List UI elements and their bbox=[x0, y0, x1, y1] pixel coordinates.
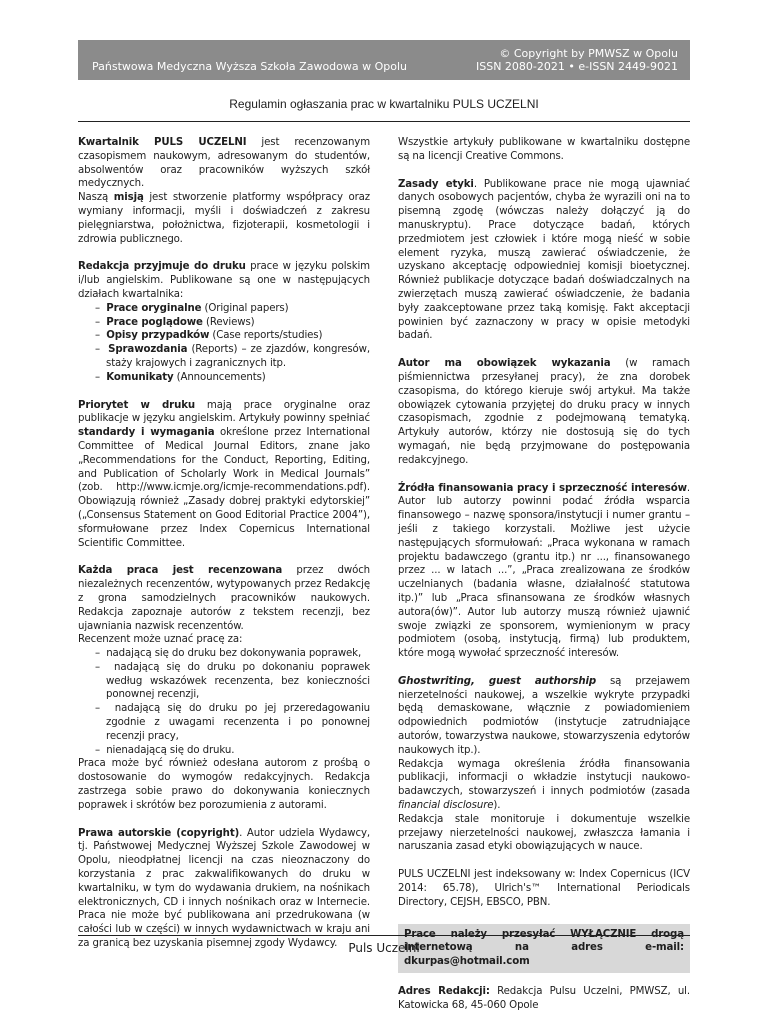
intro-text: jest recenzowanym czasopismem naukowym, adresowanym do studentów, absolwentów oraz pracowników wyższych szkół medycznych. bbox=[78, 137, 371, 190]
review-item: – nienadającą się do druku. bbox=[95, 744, 235, 756]
footer-rule bbox=[78, 935, 690, 936]
submit-box: internetową na adres e-mail: dkurpas@hotmail.com bbox=[398, 924, 690, 973]
section-item: – Opisy przypadków (Case reports/studies) bbox=[95, 330, 323, 342]
right-column bbox=[398, 136, 690, 1027]
accept-paragraph bbox=[78, 260, 370, 384]
left-column bbox=[78, 136, 370, 965]
address-paragraph: Adres Redakcji: Redakcja Pulsu Uczelni, PMWSZ, ul. Katowicka 68, 45-060 Opole bbox=[398, 986, 690, 1011]
header-institution: Państwowa Medyczna Wyższa Szkoła Zawodowa w Opolu bbox=[92, 60, 408, 73]
intro-bold: Kwartalnik PULS UCZELNI bbox=[78, 137, 247, 148]
header-copyright: © Copyright by PMWSZ w Opolu bbox=[499, 47, 678, 60]
mission-text: jest stworzenie platformy współpracy oraz wymiany informacji, myśli i doświadczeń z zakresu pielęgniarstwa, położnictwa, fizjoterapii, kosmetologii i zdrowia publicznego. bbox=[78, 192, 370, 245]
priority-paragraph: Priorytet w druku mają prace oryginalne oraz publikacje w języku angielskim. Artykuły powinny spełniać standardy i wymagania określone przez International Committee of Medical Journal Editors, znane jako „Recommendations for the Conduct, Reporting, Editing, and Publication of Scholarly Work in Medical Journals” (zob. http://www.icmje.org/icmje-recommendations.pdf). Obowiązują również „Zasady dobrej praktyki edytorskiej” („Consensus Statement on Good Editorial Practice 2004”), sformułowane przez Index Copernicus International Scientific Committee. bbox=[78, 399, 371, 549]
section-item: – Sprawozdania (Reports) – ze zjazdów, kongresów, staży krajowych i zagranicznych itp. bbox=[95, 344, 370, 369]
review-item: – nadającą się do druku po jej przeredagowaniu zgodnie z uwagami recenzenta i po ponownej recenzji pracy, bbox=[95, 703, 370, 742]
header-bar bbox=[78, 40, 690, 80]
page-title: Regulamin ogłaszania prac w kwartalniku PULS UCZELNI bbox=[229, 97, 539, 111]
footer-title: Puls Uczelni bbox=[348, 941, 420, 955]
review-paragraph: Każda praca jest recenzowana przez dwóch niezależnych recenzentów, wytypowanych przez Redakcję z grona samodzielnych pracowników naukowych. Redakcja zapoznaje autorów z tekstem recenzji, bez ujawniania nazwisk recenzentów. Recenzent może uznać pracę za: – nadającą się do druku bez dokonywania poprawek, – nadającą się do druku po dokonaniu poprawek według wskazówek recenzenta, bez konieczności ponownej recenzji, – nadającą się do druku po jej przeredagowaniu zgodnie z uwagami recenzenta i po ponownej recenzji pracy, – nienadającą się do druku. Praca może być również odesłana autorom z prośbą o dostosowanie do wymogów redakcyjnych. Redakcja zastrzega sobie prawo do dokonywania koniecznych poprawek i skrótów bez porozumienia z autorami. bbox=[78, 565, 371, 811]
accept-text: prace w języku polskim i/lub angielskim. Publikowane są one w następujących działach kwartalnika: bbox=[78, 261, 370, 300]
license-paragraph: Wszystkie artykuły publikowane w kwartalniku dostępne są na licencji Creative Commons. bbox=[398, 137, 690, 162]
copyright-paragraph: Prawa autorskie (copyright). Autor udziela Wydawcy, tj. Państwowej Medycznej Wyższej Szkole Zawodowej w Opolu, nieodpłatnej licencji na czas nieoznaczony do korzystania z prac zakwalifikowanych do druku w kwartalniku, w tym do wydawania drukiem, na nośnikach elektronicznych, CD i innych nośnikach oraz w Internecie. Praca nie może być publikowana ani przedrukowana (w całości lub w części) w innych wydawnictwach w kraju ani za granicą bez uzyskania pisemnej zgody Wydawcy. bbox=[78, 827, 370, 950]
section-item: – Prace poglądowe (Reviews) bbox=[95, 316, 255, 328]
review-item: – nadającą się do druku po dokonaniu poprawek według wskazówek recenzenta, bez konieczności ponownej recenzji, bbox=[95, 661, 370, 701]
intro-paragraph bbox=[78, 136, 370, 246]
section-item: – Prace oryginalne (Original papers) bbox=[95, 302, 289, 314]
index-paragraph: PULS UCZELNI jest indeksowany w: Index Copernicus (ICV 2014: 65.78), Ulrich's™ International Periodicals Directory, CEJSH, EBSCO, PBN. bbox=[398, 869, 690, 908]
duty-paragraph: Autor ma obowiązek wykazania (w ramach piśmiennictwa przesyłanej pracy), że zna dorobek czasopisma, do którego kieruje swój artykuł. Ma także obowiązek cytowania przyjętej do druku pracy w innych czasopismach, zgodnie z podejmowaną tematyką. Artykuły autorów, którzy nie dostosują się do tych wymagań, nie będą przyjmowane do postępowania redakcyjnego. bbox=[398, 358, 690, 466]
mission-pre: Naszą bbox=[78, 192, 114, 204]
header-issn-block bbox=[476, 47, 678, 73]
section-item: – Komunikaty (Announcements) bbox=[95, 371, 266, 383]
ethics-paragraph: Zasady etyki. Publikowane prace nie mogą ujawniać danych osobowych pacjentów, chyba że wyrazili oni na to pisemną zgodę (wówczas należy dołączyć ją do manuskryptu). Prace dotyczące badań, których przedmiotem jest człowiek i które mogą nieść w sobie element ryzyka, muszą zawierać oświadczenie, że uzyskano akceptację odpowiedniej komisji bioetycznej. Również publikacje dotyczące badań doświadczalnych na zwierzętach muszą zawierać oświadczenie, że badania były zaakceptowane przez taką komisję. Fakt akceptacji powinien być zaznaczony w pracy w opisie metodyki badań. bbox=[398, 178, 690, 342]
ghostwriting-paragraph: Ghostwriting, guest authorship są przejawem nierzetelności naukowej, a wszelkie wykryte przypadki będą demaskowane, włącznie z powiadomieniem odpowiednich podmiotów (instytucje zatrudniające autorów, towarzystwa naukowe, stowarzyszenia edytorów naukowych itp.). Redakcja wymaga określenia źródła finansowania publikacji, informacji o wkładzie instytucji naukowo-badawczych, stowarzyszeń i innych podmiotów (zasada financial disclosure). Redakcja stale monitoruje i dokumentuje wszelkie przejawy nierzetelności naukowej, zwłaszcza łamania i naruszania zasad etyki obowiązujących w nauce. bbox=[398, 675, 690, 853]
funding-paragraph: Źródła finansowania pracy i sprzeczność interesów. Autor lub autorzy powinni podać źródła wsparcia finansowego – nazwę sponsora/instytucji i numer grantu – jeśli z takiego korzystali. Możliwe jest użycie następujących sformułowań: „Praca wykonana w ramach projektu badawczego (grantu itp.) nr ..., finansowanego przez ... w latach ...”, „Praca zrealizowana ze środków uczelnianych (badania własne, działalność statutowa itp.)” lub „Praca sfinansowana ze środków własnych autora(ów)”. Autor lub autorzy muszą również ujawnić swoje związki ze sponsorem, wymienionym w pracy podmiotem (osobą, instytucją, firmą) lub produktem, które mogą wywołać sprzeczność interesów. bbox=[398, 482, 690, 660]
mission-bold: misją bbox=[113, 192, 144, 204]
review-item: – nadającą się do druku bez dokonywania poprawek, bbox=[95, 648, 362, 660]
title-rule bbox=[78, 121, 690, 122]
accept-bold: Redakcja przyjmuje do druku bbox=[78, 261, 246, 273]
header-issn: ISSN 2080-2021 • e-ISSN 2449-9021 bbox=[475, 60, 678, 73]
